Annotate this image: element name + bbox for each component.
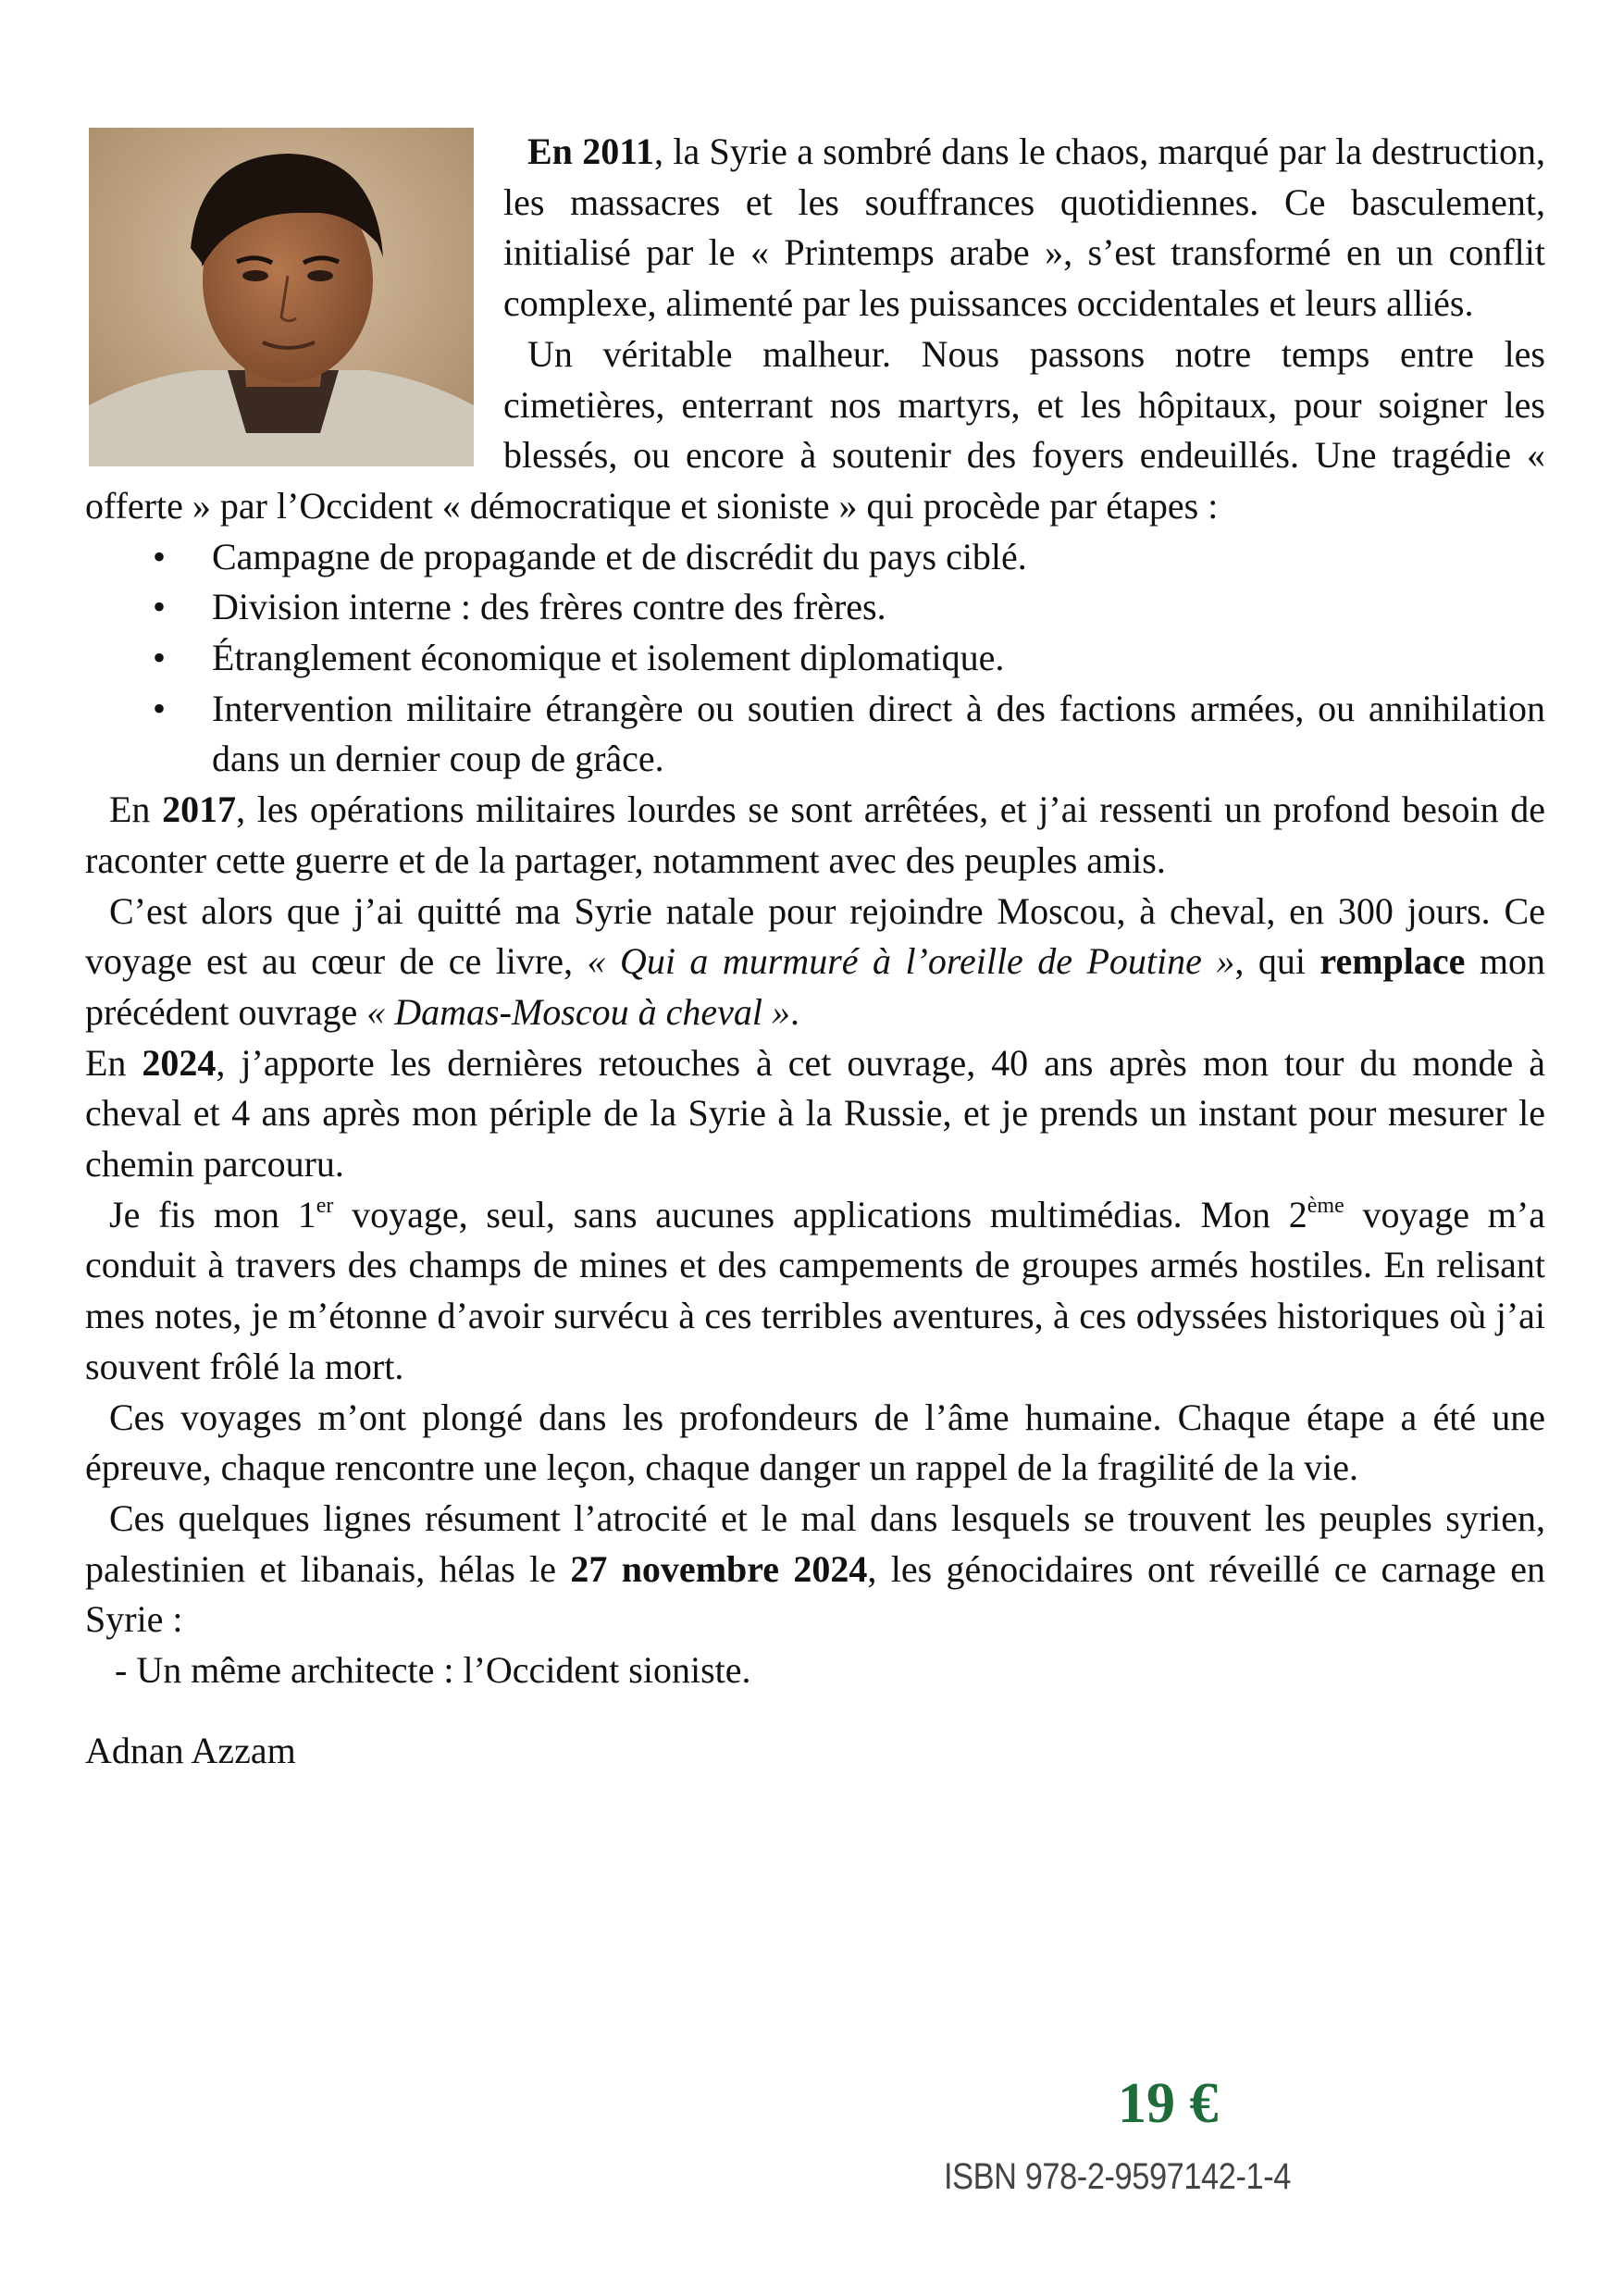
bullet-item-3: • Étranglement économique et isolement diplomatique. <box>212 633 1545 684</box>
paragraph-5-text: , j’apporte les dernières retouches à cet ouvrage, 40 ans après mon tour du monde à cheval et 4 ans après mon périple de la Syrie à la Russie, et je prends un instant pour mesurer le chemin parcouru. <box>85 1041 1545 1185</box>
paragraph-8 <box>85 1494 1545 1645</box>
remplace-word: remplace <box>1319 940 1466 983</box>
paragraph-3 <box>85 785 1545 886</box>
paragraph-4-text-3: mon précédent ouvrage <box>85 940 1545 1033</box>
year-2017: 2017 <box>162 788 237 831</box>
paragraph-4-text: C’est alors que j’ai quitté ma Syrie natale pour rejoindre Moscou, à cheval, en 300 jours. Ce voyage est au cœur de ce livre, <box>85 889 1545 983</box>
body-text <box>85 127 1545 1777</box>
paragraph-6-text-2: voyage m’a conduit à travers des champs de mines et des campements de groupes armés hostiles. En relisant mes notes, je m’étonne d’avoir survécu à ces terribles aventures, à ces odyssées historiques où j’ai souvent frôlé la mort. <box>85 1193 1545 1387</box>
bullet-item-2: • Division interne : des frères contre des frères. <box>212 582 1545 633</box>
paragraph-3-lead: En <box>109 788 163 831</box>
superscript-er: er <box>316 1193 334 1218</box>
price: 19 € <box>1118 2072 1219 2135</box>
paragraph-4-text-2: , qui <box>1234 940 1320 983</box>
paragraph-1-text: , la Syrie a sombré dans le chaos, marqué par la destruction, les massacres et les souffrances quotidiennes. Ce basculement, initialisé par le « Printemps arabe », s’est transformé en un conflit complexe, alimenté par les puissances occidentales et leurs alliés. <box>503 130 1546 325</box>
paragraph-8-text: Ces quelques lignes résument l’atrocité et le mal dans lesquels se trouvent les peuples syrien, palestinien et libanais, hélas le <box>85 1496 1545 1590</box>
paragraph-5-lead: En <box>85 1041 142 1084</box>
year-2011: En 2011 <box>527 130 655 172</box>
superscript-eme: ème <box>1307 1193 1344 1218</box>
bullet-item-4: • Intervention militaire étrangère ou soutien direct à des factions armées, ou annihilation dans un dernier coup de grâce. <box>212 684 1545 785</box>
paragraph-3-text: , les opérations militaires lourdes se sont arrêtées, et j’ai ressenti un profond besoin de raconter cette guerre et de la partager, notamment avec des peuples amis. <box>85 788 1546 881</box>
book-title: « Qui a murmuré à l’oreille de Poutine » <box>587 940 1235 983</box>
paragraph-8-text-2: , les génocidaires ont réveillé ce carnage en Syrie : <box>85 1547 1545 1641</box>
paragraph-6 <box>85 1190 1545 1393</box>
portrait-spacer <box>85 127 503 469</box>
previous-book-title: « Damas-Moscou à cheval » <box>366 990 790 1033</box>
paragraph-6-text: voyage, seul, sans aucunes applications multimédias. Mon 2 <box>333 1193 1307 1235</box>
paragraph-4 <box>85 887 1545 1038</box>
dash-line: - Un même architecte : l’Occident sioniste. <box>115 1649 751 1692</box>
bullet-list <box>85 532 1545 786</box>
year-2024: 2024 <box>142 1041 217 1084</box>
paragraph-7: Ces voyages m’ont plongé dans les profondeurs de l’âme humaine. Chaque étape a été une épreuve, chaque rencontre une leçon, chaque danger un rappel de la fragilité de la vie. <box>85 1396 1545 1489</box>
isbn: ISBN 978-2-9597142-1-4 <box>944 2156 1291 2197</box>
paragraph-6-lead: Je fis mon 1 <box>109 1193 316 1235</box>
paragraph-4-end: . <box>789 990 799 1033</box>
bullet-item-1: • Campagne de propagande et de discrédit du pays ciblé. <box>212 532 1545 583</box>
paragraph-2: Un véritable malheur. Nous passons notre temps entre les cimetières, enterrant nos martyrs, et les hôpitaux, pour soigner les blessés, ou encore à soutenir des foyers endeuillés. Une tragédie « offerte » par l’Occident « démocratique et sioniste » qui procède par étapes : <box>85 332 1545 527</box>
date-27-novembre-2024: 27 novembre 2024 <box>570 1547 868 1590</box>
author-signature: Adnan Azzam <box>85 1729 296 1771</box>
paragraph-5 <box>85 1038 1545 1190</box>
